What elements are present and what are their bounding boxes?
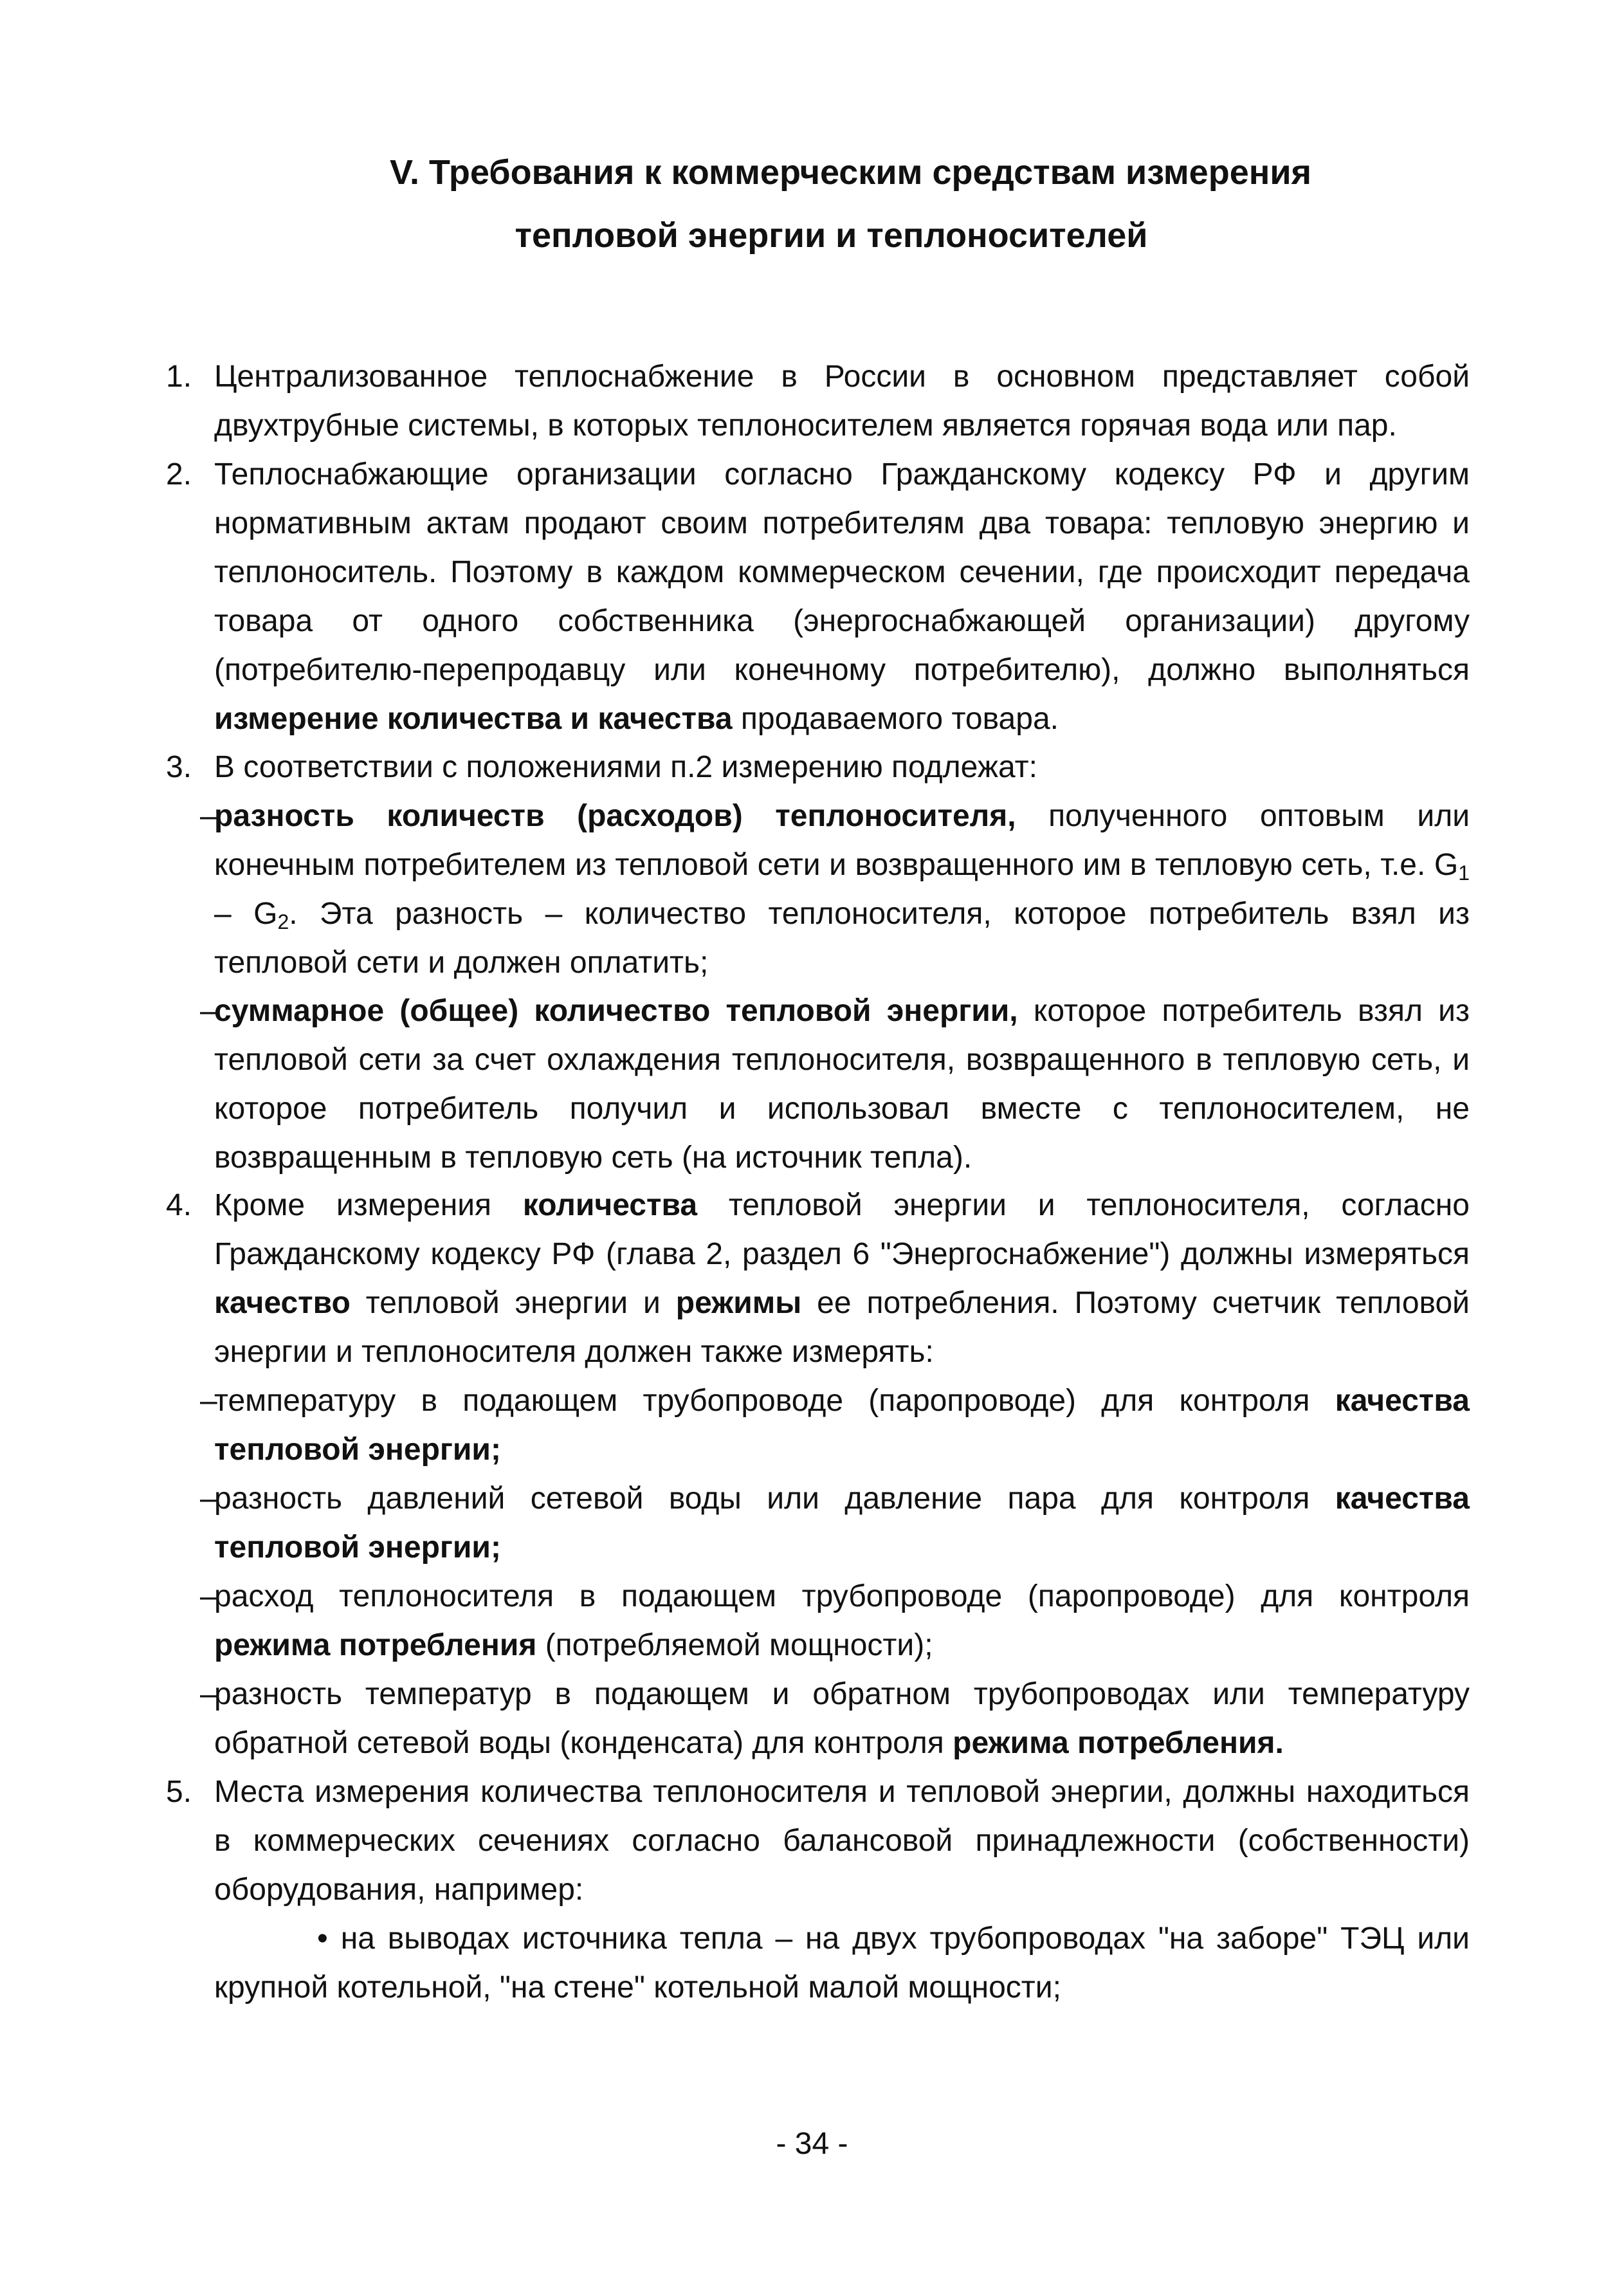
list-item-text: Теплоснабжающие организации согласно Гражданскому кодексу РФ и другим нормативным актам продают своим потребителям два товара: тепловую энергию и теплоноситель. Поэтому в каждом коммерческом сечении, где происходит передача товара от одного собственника (энергоснабжающей организации) другому (потребителю-перепродавцу или конечному потребителю), должно выполняться: [214, 457, 1470, 687]
list-item-number: 5.: [166, 1775, 192, 1809]
emphasis-text: качество: [214, 1286, 351, 1320]
sub-item-text: полученного оптовым или конечным потребителем из тепловой сети и возвращенного им в тепловую сеть, т.е. G: [214, 799, 1470, 882]
sub-item-text: – G: [214, 897, 278, 931]
list-item-text: Централизованное теплоснабжение в России в основном представляет собой двухтрубные системы, в которых теплоносителем является горячая вода или пар.: [214, 360, 1470, 443]
section-title-line-1: V. Требования к коммерческим средствам измерения: [389, 153, 1312, 192]
list-item-text: Места измерения количества теплоносителя и тепловой энергии, должны находиться в коммерческих сечениях согласно балансовой принадлежности (собственности) оборудования, например:: [214, 1775, 1470, 1907]
emphasis-text: разность количеств (расходов) теплоносителя,: [214, 799, 1016, 833]
emphasis-text: режима потребления: [214, 1628, 537, 1662]
list-item-number: 1.: [166, 360, 192, 394]
sub-item-text: . Эта разность – количество теплоносителя, которое потребитель взял из тепловой сети и должен оплатить;: [214, 897, 1470, 980]
section-title-line-2: тепловой энергии и теплоносителей: [515, 216, 1148, 255]
emphasis-text: суммарное (общее) количество тепловой энергии,: [214, 994, 1018, 1028]
subscript: 2: [277, 910, 289, 933]
sub-item-4-4: [200, 1670, 1470, 1768]
list-item-number: 3.: [166, 750, 192, 784]
emphasis-text: режима потребления.: [953, 1726, 1284, 1760]
subscript: 1: [1458, 861, 1470, 885]
dash-marker: –: [200, 1384, 217, 1418]
list-item-text: В соответствии с положениями п.2 измерению подлежат:: [214, 750, 1037, 784]
sub-item-text: температуру в подающем трубопроводе (паропроводе) для контроля: [214, 1384, 1335, 1418]
sub-item-text: разность температур в подающем и обратном трубопроводах или температуру обратной сетевой воды (конденсата) для контроля: [214, 1677, 1470, 1760]
sub-item-3-2: [200, 987, 1470, 1182]
list-item-text: тепловой энергии и: [350, 1286, 676, 1320]
list-item-5: [166, 1768, 1470, 1914]
list-item-text: ее потребления. Поэтому счетчик тепловой энергии и теплоносителя должен также измерять:: [214, 1286, 1470, 1369]
sub-item-text: расход теплоносителя в подающем трубопроводе (паропроводе) для контроля: [214, 1579, 1470, 1613]
list-item-number: 4.: [166, 1188, 192, 1222]
list-item-text: продаваемого товара.: [732, 702, 1059, 736]
dash-marker: –: [200, 994, 217, 1028]
sub-item-4-2: [200, 1474, 1470, 1572]
sub-item-3-1: [200, 792, 1470, 987]
list-item-1: [166, 353, 1470, 450]
list-item-text: Кроме измерения: [214, 1188, 523, 1222]
emphasis-text: количества: [522, 1188, 698, 1222]
dash-marker: –: [200, 1482, 217, 1516]
list-item-2: [166, 450, 1470, 744]
dash-marker: –: [200, 799, 217, 833]
page-number: - 34 -: [776, 2127, 848, 2161]
sub-item-text: (потребляемой мощности);: [536, 1628, 933, 1662]
bullet-text: на выводах источника тепла – на двух трубопроводах "на заборе" ТЭЦ или крупной котельной, "на стене" котельной малой мощности;: [214, 1922, 1470, 2005]
list-item-3: [166, 743, 1470, 792]
list-item-text: тепловой энергии и теплоносителя, согласно Гражданскому кодексу РФ (глава 2, раздел 6 "Энергоснабжение") должны измеряться: [214, 1188, 1470, 1271]
sub-item-4-3: [200, 1572, 1470, 1670]
sub-item-text: разность давлений сетевой воды или давление пара для контроля: [214, 1482, 1335, 1516]
bullet-marker: •: [317, 1922, 328, 1956]
emphasis-text: режимы: [675, 1286, 802, 1320]
dash-marker: –: [200, 1677, 217, 1711]
sub-item-4-1: [200, 1377, 1470, 1474]
emphasis-text: качества тепловой энергии;: [214, 1384, 1470, 1467]
emphasis-text: измерение количества и качества: [214, 702, 733, 736]
dash-marker: –: [200, 1579, 217, 1613]
list-item-4: [166, 1181, 1470, 1377]
list-item-number: 2.: [166, 457, 192, 491]
sub-item-text: которое потребитель взял из тепловой сети за счет охлаждения теплоносителя, возвращенного в тепловую сеть, и которое потребитель получил и использовал вместе с теплоносителем, не возвращенным в тепловую сеть (на источник тепла).: [214, 994, 1470, 1175]
bullet-item: [214, 1914, 1470, 2012]
emphasis-text: качества тепловой энергии;: [214, 1482, 1470, 1565]
